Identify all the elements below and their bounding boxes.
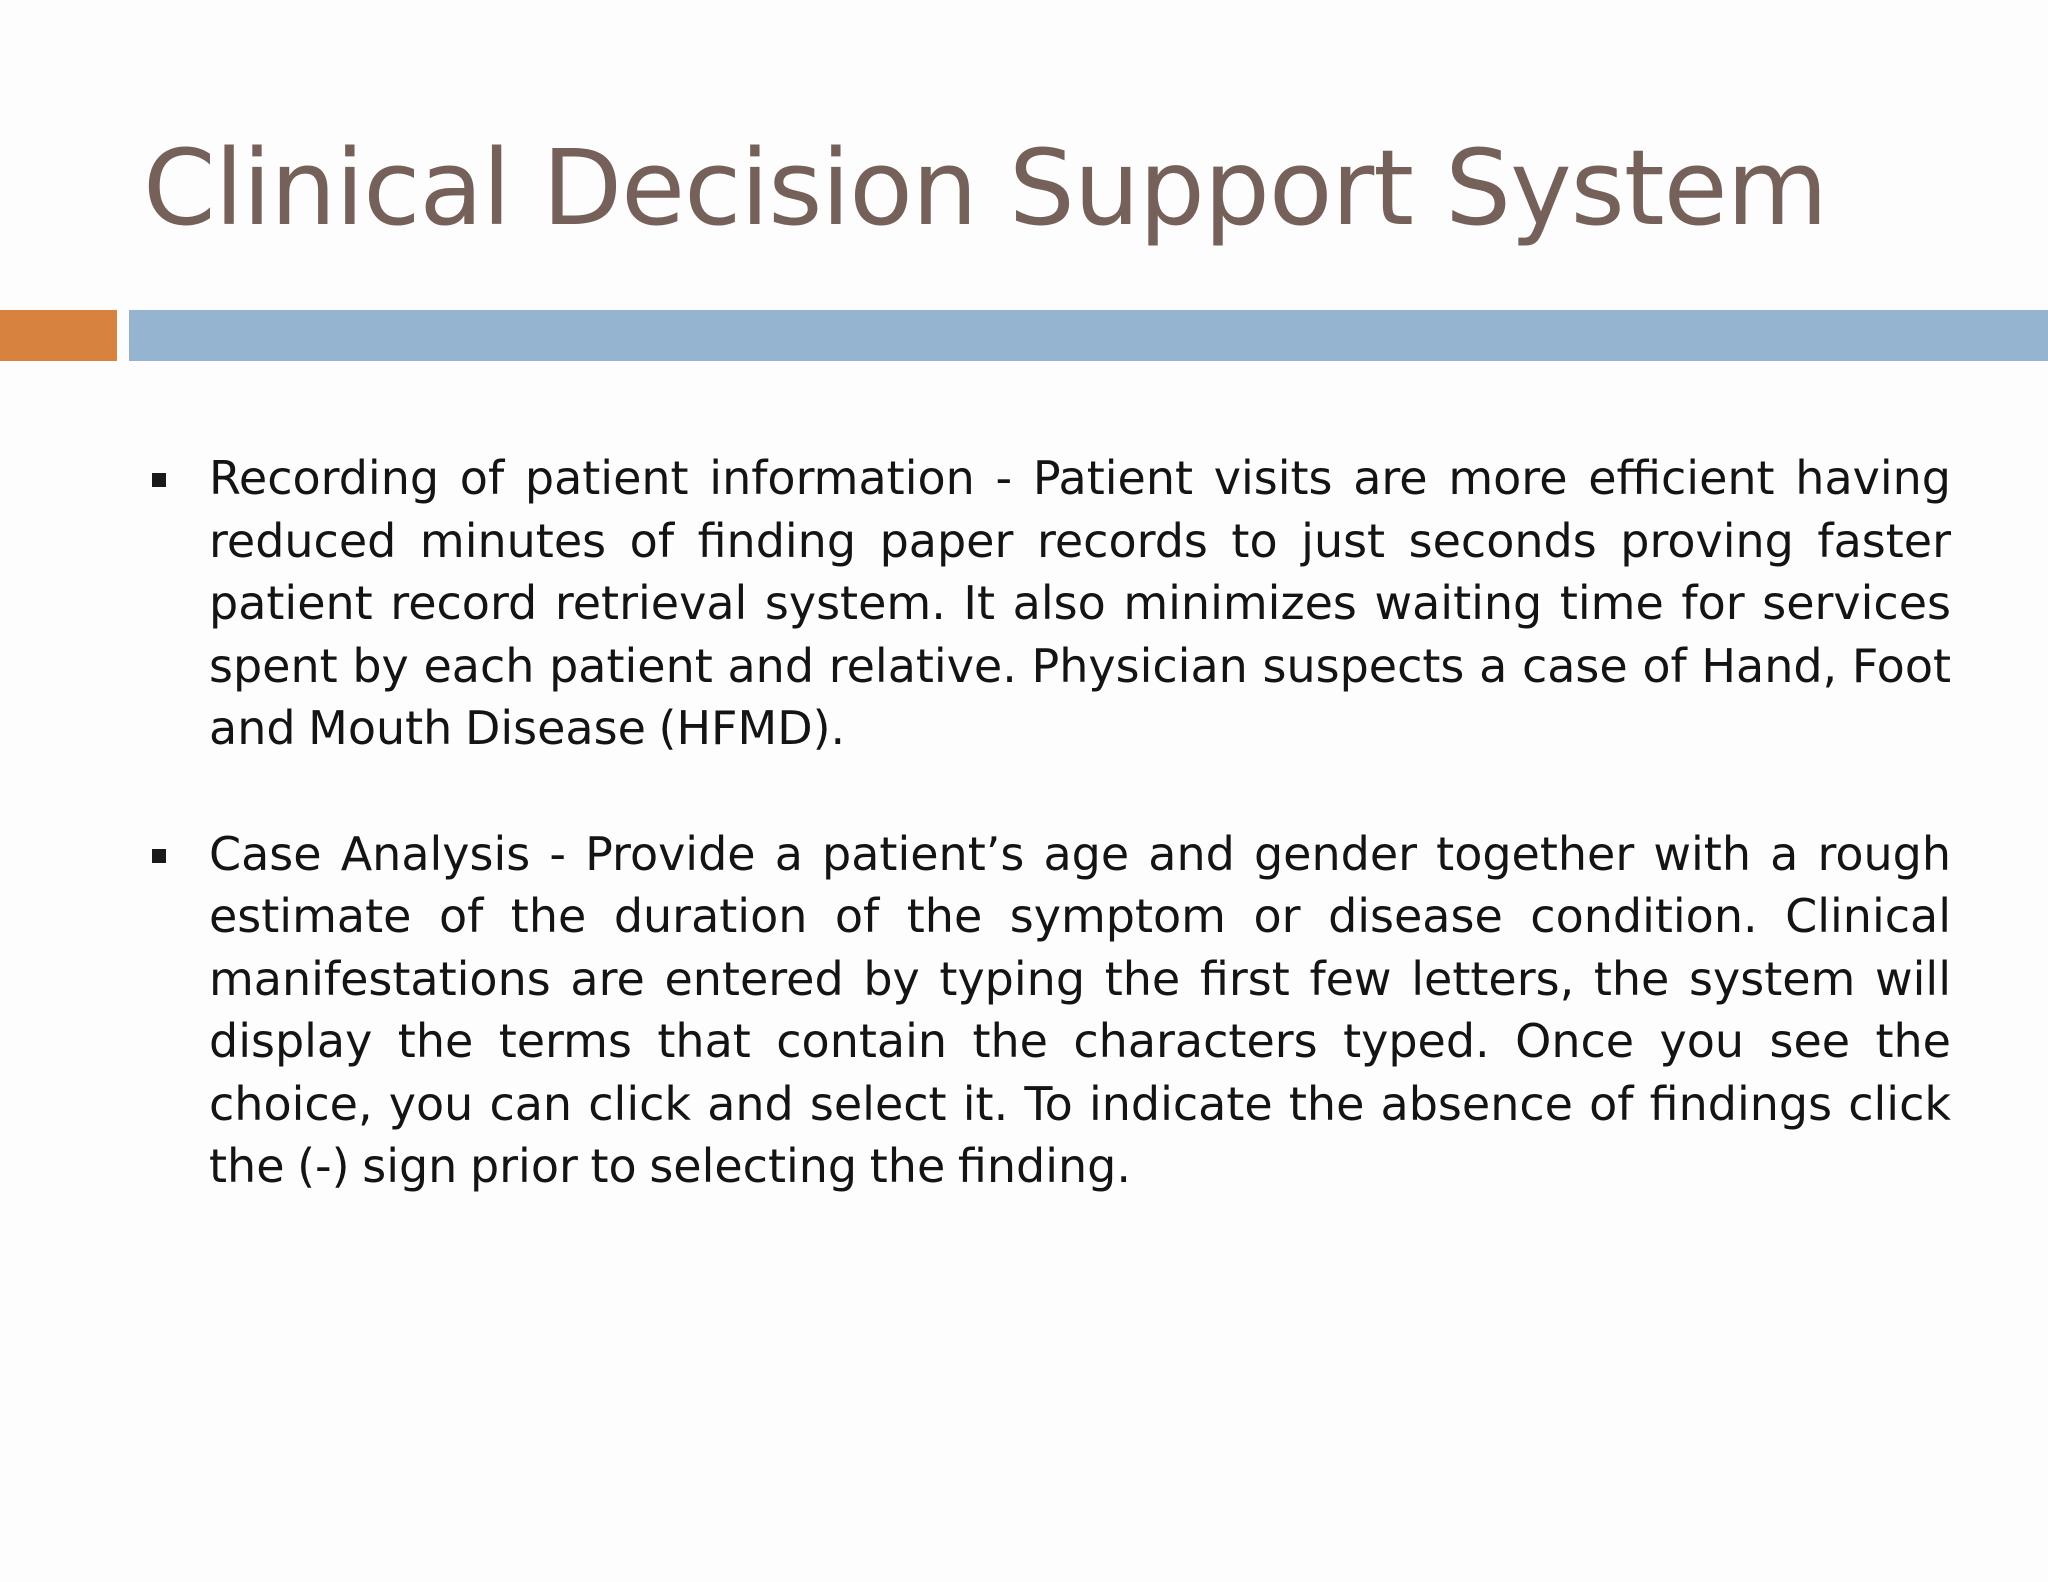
bullet-item-recording	[143, 447, 1951, 760]
square-bullet-icon	[152, 849, 166, 863]
title-rule-bar	[129, 310, 2048, 361]
accent-bar	[0, 310, 117, 361]
bullet-text: Case Analysis - Provide a patient’s age and gender together with a rough estimate of the duration of the symptom or disease condition. Clinical manifestations are entered by typing the first few letters, the system will display the terms that contain the characters typed. Once you see the choice, you can click and select it. To indicate the absence of findings click the (-) sign prior to selecting the finding.	[209, 826, 1951, 1193]
square-bullet-icon	[152, 473, 166, 487]
bullet-text: Recording of patient information - Patient visits are more efficient having reduced minutes of finding paper records to just seconds proving faster patient record retrieval system. It also minimizes waiting time for services spent by each patient and relative. Physician suspects a case of Hand, Foot and Mouth Disease (HFMD).	[209, 451, 1951, 755]
bullet-list	[143, 447, 1951, 1261]
slide-title: Clinical Decision Support System	[143, 127, 1827, 249]
bullet-item-case-analysis	[143, 823, 1951, 1198]
